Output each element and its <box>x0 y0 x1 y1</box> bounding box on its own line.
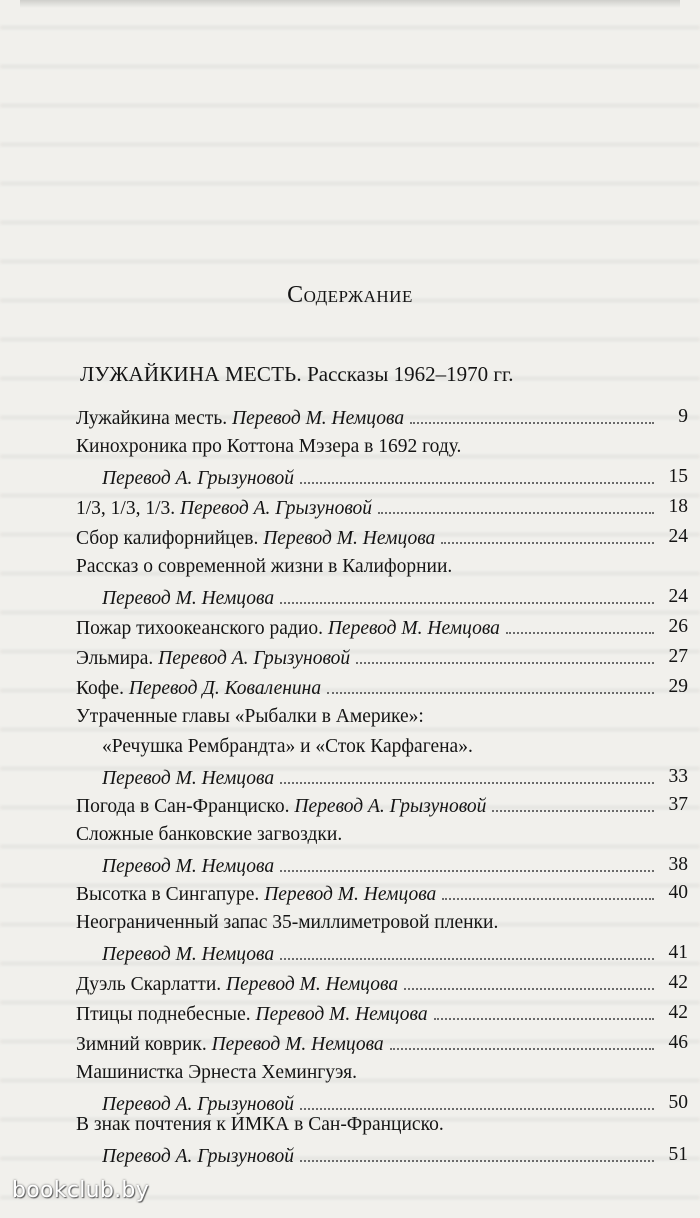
entry-translator: Перевод М. Немцова <box>102 768 275 789</box>
page-number: 40 <box>668 882 688 903</box>
toc-line <box>76 970 688 996</box>
page-number: 27 <box>668 646 688 667</box>
toc-line <box>76 434 688 460</box>
entry-translator: Перевод М. Немцова <box>255 1004 428 1025</box>
entry-title: Эльмира. <box>76 648 154 669</box>
dot-leader <box>280 584 654 604</box>
dot-leader <box>280 764 654 784</box>
dot-leader <box>300 464 654 484</box>
entry-translator: Перевод Д. Коваленина <box>128 678 322 699</box>
dot-leader <box>492 792 654 812</box>
entry-translator: Перевод А. Грызуновой <box>158 648 351 669</box>
entry-translator: Перевод М. Немцова <box>211 1034 384 1055</box>
entry-title: Лужайкина месть. <box>76 408 228 429</box>
entry-translator: Перевод А. Грызуновой <box>102 1146 295 1167</box>
entry-translator: Перевод М. Немцова <box>102 588 275 609</box>
toc-line <box>76 554 688 580</box>
page-number: 15 <box>668 466 688 487</box>
entry-title: Рассказ о современной жизни в Калифорнии. <box>76 556 453 577</box>
dot-leader <box>280 852 654 872</box>
toc-line <box>76 1030 688 1056</box>
page-number: 51 <box>668 1144 688 1165</box>
entry-translator: Перевод А. Грызуновой <box>294 796 487 817</box>
page-number: 24 <box>668 526 688 547</box>
toc-line <box>76 1000 688 1026</box>
entry-title: Высотка в Сингапуре. <box>76 884 260 905</box>
page-number: 26 <box>668 616 688 637</box>
page-top-edge <box>20 0 680 8</box>
entry-translator: Перевод М. Немцова <box>226 974 399 995</box>
entry-title: Неограниченный запас 35-миллиметровой пленки. <box>76 912 499 933</box>
dot-leader <box>300 1090 654 1110</box>
page-number: 50 <box>668 1092 688 1113</box>
dot-leader <box>327 674 654 694</box>
toc-line <box>102 940 688 966</box>
entry-translator: Перевод М. Немцова <box>102 856 275 877</box>
dot-leader <box>434 1000 654 1020</box>
section-subtitle: Рассказы 1962–1970 гг. <box>307 362 514 386</box>
entry-title: Пожар тихоокеанского радио. <box>76 618 323 639</box>
toc-line <box>102 464 688 490</box>
entry-translator: Перевод М. Немцова <box>264 884 437 905</box>
dot-leader <box>390 1030 654 1050</box>
page-number: 46 <box>668 1032 688 1053</box>
toc-line <box>102 852 688 878</box>
toc-line <box>76 1112 688 1138</box>
entry-title-continued: «Речушка Рембрандта» и «Сток Карфагена». <box>102 736 473 757</box>
toc-line <box>102 584 688 610</box>
dot-leader <box>442 880 654 900</box>
toc-line <box>76 644 688 670</box>
entry-translator: Перевод А. Грызуновой <box>102 1094 295 1115</box>
page-number: 42 <box>668 1002 688 1023</box>
entry-translator: Перевод М. Немцова <box>102 944 275 965</box>
entry-title: Кинохроника про Коттона Мэзера в 1692 году. <box>76 436 462 457</box>
entry-title: Сбор калифорнийцев. <box>76 528 259 549</box>
page-title: Содержание <box>287 282 413 308</box>
entry-title: 1/3, 1/3, 1/3. <box>76 498 176 519</box>
toc-line <box>102 764 688 790</box>
dot-leader <box>404 970 654 990</box>
dot-leader <box>280 940 654 960</box>
entry-title: Машинистка Эрнеста Хемингуэя. <box>76 1062 357 1083</box>
page-number: 9 <box>678 406 688 427</box>
toc-line <box>76 792 688 818</box>
entry-title: Утраченные главы «Рыбалки в Америке»: <box>76 706 424 727</box>
dot-leader <box>410 404 654 424</box>
section-heading <box>80 362 513 387</box>
toc-line <box>76 1060 688 1086</box>
entry-title: Погода в Сан-Франциско. <box>76 796 290 817</box>
dot-leader <box>441 524 654 544</box>
section-title: ЛУЖАЙКИНА МЕСТЬ. <box>80 362 302 386</box>
entry-title: В знак почтения к ИМКА в Сан-Франциско. <box>76 1114 444 1135</box>
toc-line <box>76 404 688 430</box>
page-number: 24 <box>668 586 688 607</box>
page-number: 41 <box>668 942 688 963</box>
entry-title: Сложные банковские загвоздки. <box>76 824 343 845</box>
entry-title: Кофе. <box>76 678 124 699</box>
toc-line <box>76 614 688 640</box>
toc-line <box>102 1142 688 1168</box>
toc-line <box>102 734 688 760</box>
toc-line <box>76 524 688 550</box>
page-number: 38 <box>668 854 688 875</box>
watermark: bookclub.by <box>12 1178 150 1203</box>
toc-line <box>76 822 688 848</box>
page-number: 33 <box>668 766 688 787</box>
toc-line <box>76 910 688 936</box>
dot-leader <box>300 1142 654 1162</box>
page-number: 29 <box>668 676 688 697</box>
dot-leader <box>356 644 654 664</box>
entry-translator: Перевод М. Немцова <box>231 408 405 429</box>
dot-leader <box>506 614 654 634</box>
toc-line <box>76 704 688 730</box>
entry-translator: Перевод М. Немцова <box>327 618 500 639</box>
entry-translator: Перевод А. Грызуновой <box>180 498 373 519</box>
entry-translator: Перевод А. Грызуновой <box>102 468 295 489</box>
entry-title: Зимний коврик. <box>76 1034 207 1055</box>
entry-translator: Перевод М. Немцова <box>263 528 436 549</box>
toc-line <box>76 494 688 520</box>
page-number: 42 <box>668 972 688 993</box>
entry-title: Дуэль Скарлатти. <box>76 974 222 995</box>
dot-leader <box>378 494 654 514</box>
toc-line <box>76 880 688 906</box>
entry-title: Птицы поднебесные. <box>76 1004 251 1025</box>
page-number: 37 <box>668 794 688 815</box>
page-number: 18 <box>668 496 688 517</box>
toc-line <box>76 674 688 700</box>
